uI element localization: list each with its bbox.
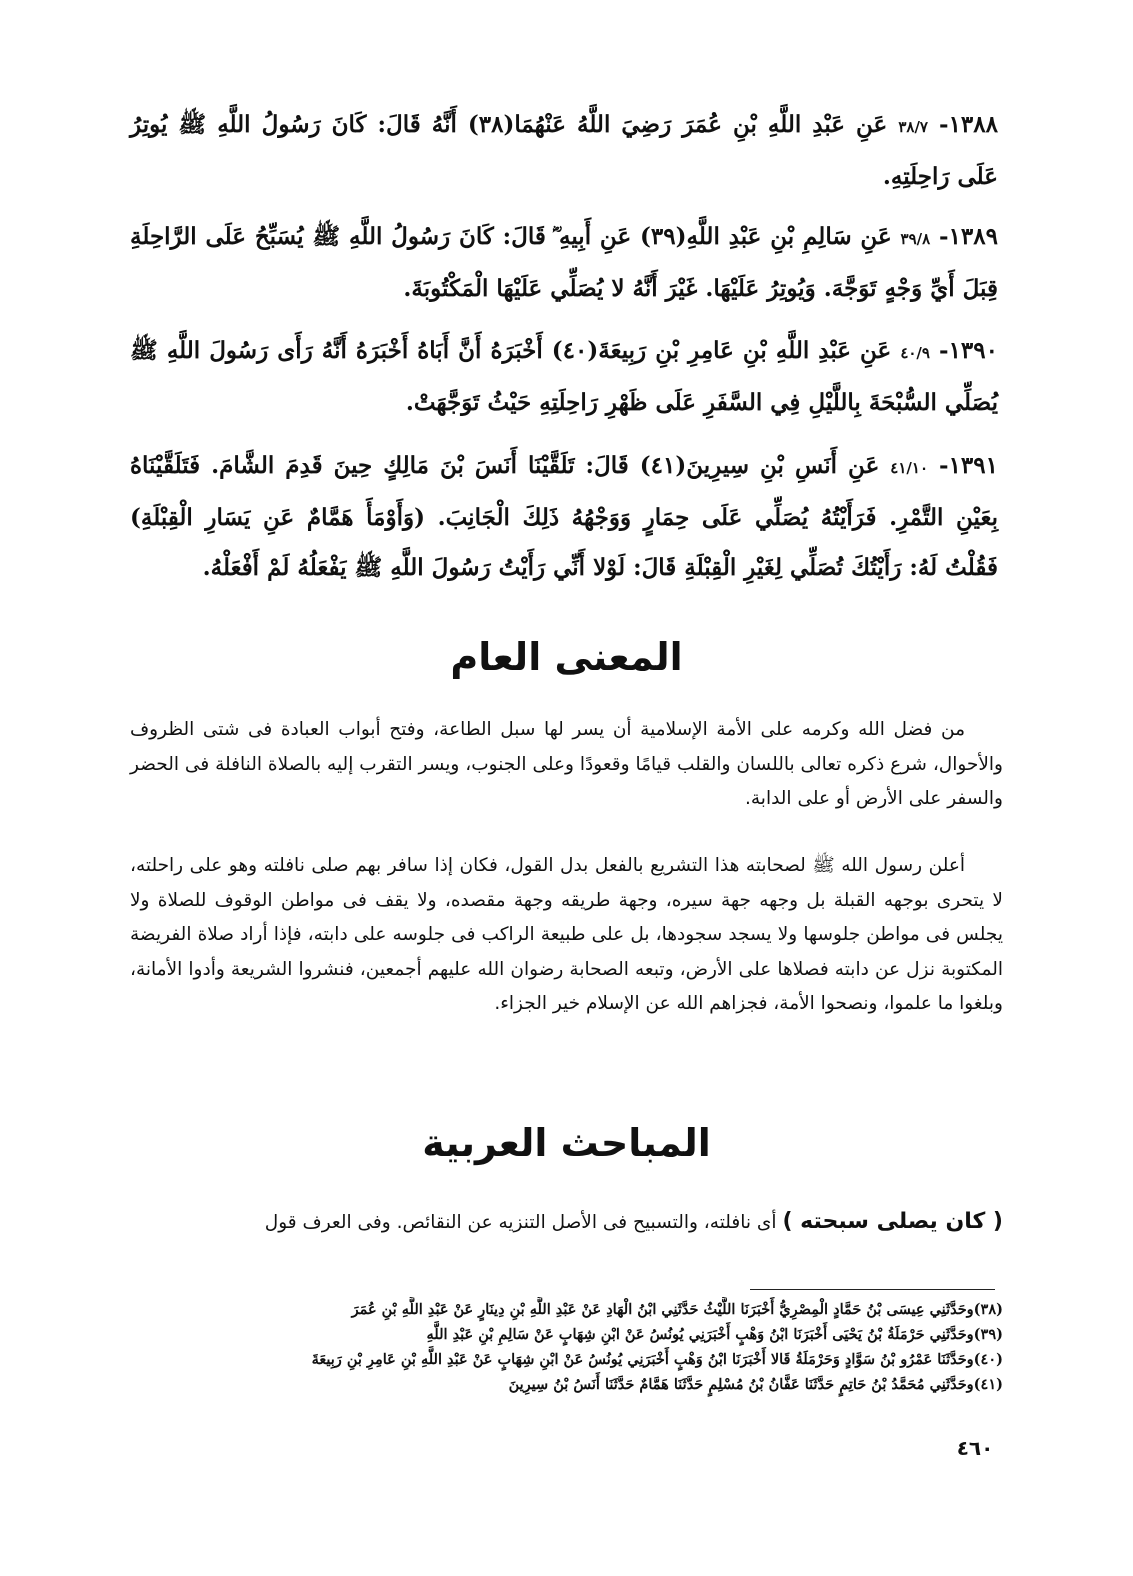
hadith-number: ١٣٨٩- — [939, 223, 998, 250]
general-meaning-paragraph-1: من فضل الله وكرمه على الأمة الإسلامية أن يسر لها سبل الطاعة، وفتح أبواب العبادة فى شتى الظروف والأحوال، شرع ذكره تعالى باللسان والقلب قيامًا وقعودًا وعلى الجنوب، ويسر التقرب إليه بالصلاة النافلة فى الحضر والسفر على الأرض أو على الدابة. — [130, 719, 1003, 809]
hadith-sub-number: ٣٩/٨ — [900, 230, 931, 248]
hadith-1391 — [130, 441, 998, 593]
hadith-number: ١٣٩١- — [939, 452, 998, 479]
section-title-arabic-studies: المباحث العربية — [422, 1121, 711, 1165]
hadith-text: عَنِ عَبْدِ اللَّهِ بْنِ عَامِرِ بْنِ رَبِيعَةَ(٤٠) أَخْبَرَهُ أَنَّ أَبَاهُ أَخْبَرَهُ أَنَّهُ رَأَى رَسُولَ اللَّهِ ﷺ يُصَلِّي السُّبْحَةَ بِاللَّيْلِ فِي السَّفَرِ عَلَى ظَهْرِ رَاحِلَتِهِ حَيْثُ تَوَجَّهَتْ. — [130, 337, 998, 416]
footnote-39: (٣٩)وحَدَّثَنِي حَرْمَلَةُ بْنُ يَحْيَى أَخْبَرَنَا ابْنُ وَهْبٍ أَخْبَرَنِي يُونُسُ عَنْ ابْنِ شِهَابٍ عَنْ سَالِمِ بْنِ عَبْدِ اللَّهِ — [426, 1326, 1003, 1343]
hadith-sub-number: ٣٨/٧ — [898, 118, 928, 136]
footnotes-list — [130, 1297, 1003, 1397]
footnote-38: (٣٨)وحَدَّثَنِي عِيسَى بْنُ حَمَّادٍ الْمِصْرِيُّ أَخْبَرَنَا اللَّيْثُ حَدَّثَنِي ابْنُ الْهَادِ عَنْ عَبْدِ اللَّهِ بْنِ دِينَارٍ عَنْ عَبْدِ اللَّهِ بْنِ عُمَرَ — [351, 1301, 1003, 1318]
hadith-text: عَنِ عَبْدِ اللَّهِ بْنِ عُمَرَ رَضِيَ اللَّهُ عَنْهُمَا(٣٨) أَنَّهُ قَالَ: كَانَ رَسُولُ اللَّهِ ﷺ يُوتِرُ عَلَى رَاحِلَتِهِ. — [130, 111, 998, 190]
hadith-number: ١٣٨٨- — [939, 111, 998, 138]
key-phrase: ( كان يصلى سبحته ) — [782, 1209, 1003, 1234]
footnote-40: (٤٠)وحَدَّثَنَا عَمْرُو بْنُ سَوَّادٍ وَحَرْمَلَةُ قَالا أَخْبَرَنَا ابْنُ وَهْبٍ أَخْبَرَنِي يُونُسُ عَنْ ابْنِ شِهَابٍ عَنْ عَبْدِ اللَّهِ بْنِ عَامِرِ بْنِ رَبِيعَةَ — [311, 1351, 1003, 1368]
footnote-41: (٤١)وحَدَّثَنِي مُحَمَّدُ بْنُ حَاتِمٍ حَدَّثَنَا عَفَّانُ بْنُ مُسْلِمٍ حَدَّثَنَا هَمَّامٌ حَدَّثَنَا أَنَسُ بْنُ سِيرِينَ — [508, 1376, 1003, 1393]
hadith-text: عَنِ أَنَسِ بْنِ سِيرِينَ(٤١) قَالَ: تَلَقَّيْنَا أَنَسَ بْنَ مَالِكٍ حِينَ قَدِمَ الشَّامَ. فَتَلَقَّيْنَاهُ بِعَيْنِ التَّمْرِ. فَرَأَيْتُهُ يُصَلِّي عَلَى حِمَارٍ وَوَجْهُهُ ذَلِكَ الْجَانِبَ. (وَأَوْمَأَ هَمَّامٌ عَنِ يَسَارِ الْقِبْلَةِ) فَقُلْتُ لَهُ: رَأَيْتُكَ تُصَلِّي لِغَيْرِ الْقِبْلَةِ قَالَ: لَوْلا أَنِّي رَأَيْتُ رَسُولَ اللَّهِ ﷺ يَفْعَلُهُ لَمْ أَفْعَلْهُ. — [130, 452, 998, 581]
hadith-1389 — [130, 212, 998, 314]
hadith-text: عَنِ سَالِمِ بْنِ عَبْدِ اللَّهِ(٣٩) عَنِ أَبِيهِ ؓ قَالَ: كَانَ رَسُولُ اللَّهِ ﷺ يُسَبِّحُ عَلَى الرَّاحِلَةِ قِبَلَ أَيِّ وَجْهٍ تَوَجَّهَ. وَيُوتِرُ عَلَيْهَا. غَيْرَ أَنَّهُ لا يُصَلِّي عَلَيْهَا الْمَكْتُوبَةَ. — [130, 223, 998, 302]
general-meaning-paragraph-2: أعلن رسول الله ﷺ لصحابته هذا التشريع بالفعل بدل القول، فكان إذا سافر بهم صلى نافلته وهو على راحلته، لا يتحرى بوجهه القبلة بل وجهه جهة سيره، وجهة طريقه وجهة مقصده، ولا يقف فى مواطن الوقوف للصلاة ولا يجلس فى مواطن جلوسها ولا يسجد سجودها، بل على طبيعة الراكب فى جلوسه على دابته، فإذا أراد صلاة الفريضة المكتوبة نزل عن دابته فصلاها على الأرض، وتبعه الصحابة رضوان الله عليهم أجمعين، فنشروا الشريعة وأدوا الأمانة، وبلغوا ما علموا، ونصحوا الأمة، فجزاهم الله عن الإسلام خير الجزاء. — [130, 855, 1003, 1014]
explanation-text: أى نافلته، والتسبيح فى الأصل التنزيه عن النقائص. وفى العرف قول — [264, 1212, 777, 1233]
hadith-1390 — [130, 326, 998, 428]
page-number: ٤٦٠ — [956, 1436, 994, 1460]
arabic-studies-paragraph — [130, 1205, 1003, 1241]
hadith-sub-number: ٤٠/٩ — [900, 344, 930, 362]
footnote-separator — [750, 1289, 995, 1290]
hadith-sub-number: ٤١/١٠ — [890, 459, 929, 477]
hadith-1388 — [130, 100, 998, 202]
section-title-general-meaning: المعنى العام — [450, 635, 683, 679]
hadith-number: ١٣٩٠- — [939, 337, 998, 364]
